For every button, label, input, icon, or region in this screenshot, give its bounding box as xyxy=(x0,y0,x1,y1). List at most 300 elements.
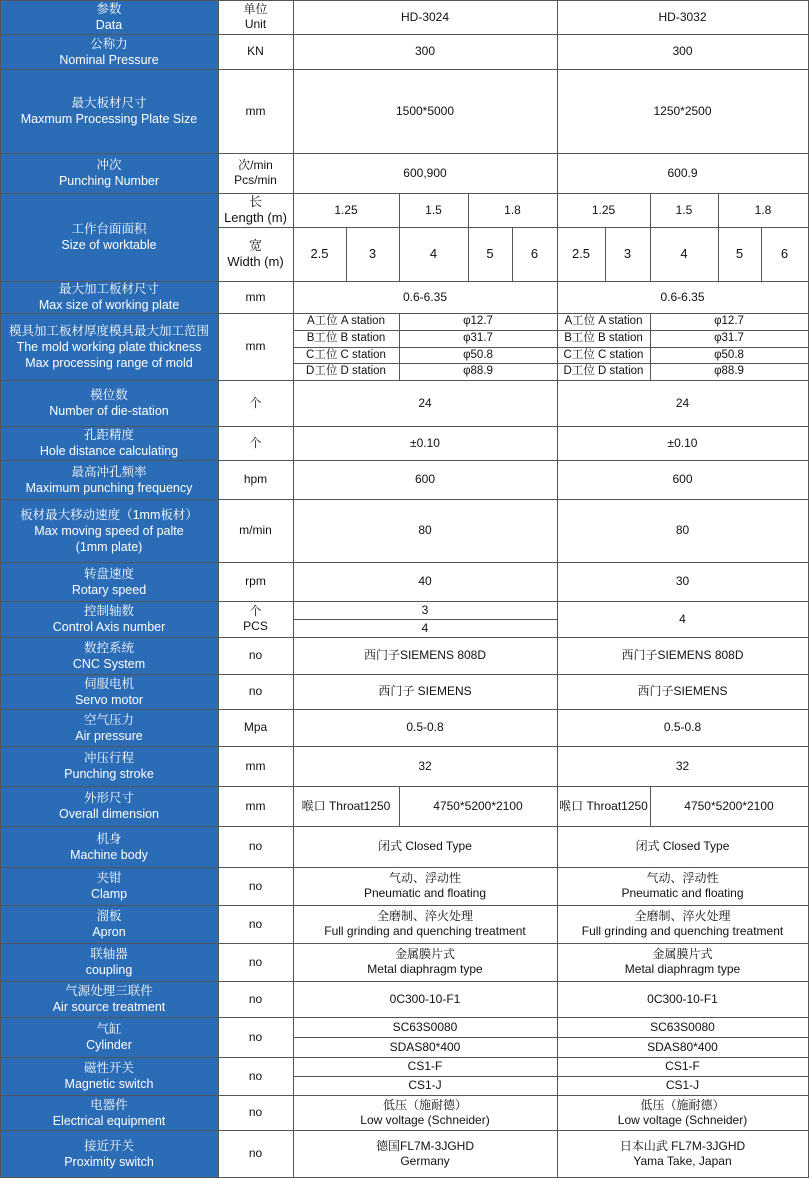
unit-text: 个 xyxy=(249,604,262,618)
value-air-source-2 xyxy=(557,981,808,1017)
label-en: Control Axis number xyxy=(52,620,166,634)
label-control-axis xyxy=(0,601,218,637)
station-value xyxy=(399,363,557,380)
value-text: 0C300-10-F1 xyxy=(647,991,718,1006)
station-value xyxy=(399,330,557,347)
unit-air-pressure xyxy=(218,709,293,746)
grid-line xyxy=(0,1095,809,1096)
grid-line xyxy=(218,0,219,1178)
value-text: Pneumatic and floating xyxy=(621,886,744,900)
value-text: Full grinding and quenching treatment xyxy=(581,924,784,938)
label-en: CNC System xyxy=(72,656,146,671)
label-en: Punching Number xyxy=(58,174,160,188)
unit-text: no xyxy=(248,1105,263,1119)
grid-line xyxy=(650,786,651,826)
label-moving-speed xyxy=(0,499,218,562)
unit-nominal-pressure xyxy=(218,34,293,69)
value-text: φ50.8 xyxy=(714,348,744,361)
label-en: coupling xyxy=(85,963,133,977)
value-text: Full grinding and quenching treatment xyxy=(324,924,526,938)
header-unit-en: Unit xyxy=(244,17,267,31)
value-electrical-2 xyxy=(557,1095,808,1130)
unit-text: no xyxy=(248,1068,263,1083)
unit-moving-speed xyxy=(218,499,293,562)
label-die-station xyxy=(0,380,218,426)
value-text: 日本山武 FL7M-3JGHD xyxy=(619,1138,746,1153)
header-param-en: Data xyxy=(95,18,123,32)
value-text: 600.9 xyxy=(667,165,698,180)
value-text: CS1-J xyxy=(665,1078,700,1092)
grid-line xyxy=(808,0,809,1178)
label-zh: 板材最大移动速度（1mm板材） xyxy=(20,507,198,522)
label-magnetic-switch xyxy=(0,1057,218,1095)
value-text: 2.5 xyxy=(310,246,329,261)
unit-text: 次/min xyxy=(238,158,273,172)
value-text: 1.8 xyxy=(754,202,772,217)
label-en: Servo motor xyxy=(74,692,144,707)
label-zh: 最高冲孔频率 xyxy=(71,464,147,479)
grid-line xyxy=(0,746,809,747)
unit-rotary-speed xyxy=(218,562,293,601)
label-zh: 接近开关 xyxy=(83,1138,134,1153)
value-text: 600 xyxy=(672,472,693,486)
value-electrical-1 xyxy=(293,1095,557,1130)
label-zh: 冲压行程 xyxy=(83,751,134,765)
header-param-zh: 参数 xyxy=(96,2,122,16)
label-en: Air source treatment xyxy=(52,1000,166,1014)
unit-text: no xyxy=(248,839,263,853)
width-value xyxy=(399,227,468,281)
label-zh: 模具加工板材厚度模具最大加工范围 xyxy=(8,323,209,338)
station-value xyxy=(650,313,808,330)
label-en: Apron xyxy=(92,925,126,939)
header-unit-cell xyxy=(218,0,293,34)
label-en: Max processing range of mold xyxy=(25,355,193,370)
label-zh: 工作台面面积 xyxy=(71,222,147,236)
value-text: 5 xyxy=(486,246,494,261)
label-en: Hole distance calculating xyxy=(39,444,179,458)
value-magnetic-1b xyxy=(293,1076,557,1095)
label-air-source xyxy=(0,981,218,1017)
label-dimension xyxy=(0,786,218,826)
grid-line xyxy=(0,0,809,1)
unit-length xyxy=(218,193,293,227)
value-cylinder-2a xyxy=(557,1017,808,1037)
grid-line xyxy=(557,0,558,1178)
label-en: Size of worktable xyxy=(61,238,157,252)
value-text: CS1-F xyxy=(665,1059,700,1073)
label-cylinder xyxy=(0,1017,218,1057)
label-en: Max moving speed of palte xyxy=(34,523,184,538)
grid-line xyxy=(0,1017,809,1018)
value-text: 0.6-6.35 xyxy=(660,289,705,304)
value-text: 气动、浮动性 xyxy=(388,871,461,885)
value-text: 3 xyxy=(623,246,632,261)
header-model-1 xyxy=(293,0,557,34)
label-en: Air pressure xyxy=(75,728,143,743)
label-zh: 磁性开关 xyxy=(83,1061,134,1075)
unit-text: hpm xyxy=(243,472,268,486)
value-text: 喉口 Throat1250 xyxy=(301,798,391,813)
label-machine-body xyxy=(0,826,218,867)
value-working-plate-2 xyxy=(557,281,808,313)
value-cylinder-1a xyxy=(293,1017,557,1037)
length-en: Length (m) xyxy=(224,210,287,225)
grid-line xyxy=(0,562,809,563)
label-en: Rotary speed xyxy=(71,582,147,597)
unit-text: no xyxy=(248,684,263,698)
value-text: Germany xyxy=(400,1153,450,1168)
value-text: φ12.7 xyxy=(463,315,493,327)
grid-line xyxy=(0,709,809,710)
label-en: Overall dimension xyxy=(58,807,160,821)
unit-text: mm xyxy=(245,339,266,353)
header-unit-zh: 单位 xyxy=(243,2,268,16)
label-zh: 数控系统 xyxy=(83,640,134,655)
unit-width xyxy=(218,227,293,281)
value-text: 3 xyxy=(421,602,429,617)
value-working-plate-1 xyxy=(293,281,557,313)
value-text: 4 xyxy=(679,611,686,626)
grid-line xyxy=(0,0,1,1178)
value-text: 4750*5200*2100 xyxy=(433,798,523,813)
value-text: 金属膜片式 xyxy=(394,947,455,961)
label-zh: 控制轴数 xyxy=(83,604,134,618)
value-text: 0.6-6.35 xyxy=(402,289,448,304)
label-zh: 空气压力 xyxy=(83,712,134,727)
label-zh: 机身 xyxy=(96,831,122,846)
label-stroke xyxy=(0,746,218,786)
value-text: 西门子SIEMENS 808D xyxy=(363,648,487,662)
model-1-label: HD-3024 xyxy=(400,9,450,24)
grid-line xyxy=(0,674,809,675)
length-value xyxy=(650,193,718,227)
value-text: 闭式 Closed Type xyxy=(635,839,730,853)
grid-line xyxy=(0,34,809,35)
label-rotary-speed xyxy=(0,562,218,601)
unit-die-station xyxy=(218,380,293,426)
value-punching-number-2 xyxy=(557,153,808,193)
unit-working-plate xyxy=(218,281,293,313)
unit-text: no xyxy=(248,648,263,662)
value-text: 全磨制、淬火处理 xyxy=(634,909,731,923)
value-text: CS1-J xyxy=(408,1078,442,1092)
station-value xyxy=(650,347,808,363)
label-zh: 最大板材尺寸 xyxy=(71,96,147,110)
value-die-station-1 xyxy=(293,380,557,426)
grid-line xyxy=(399,193,400,281)
grid-line xyxy=(0,943,809,944)
label-en: Maxmum Processing Plate Size xyxy=(20,112,198,126)
value-text: 1500*5000 xyxy=(395,103,455,118)
width-value xyxy=(761,227,808,281)
value-apron-1 xyxy=(293,905,557,943)
label-zh: 伺服电机 xyxy=(83,676,134,691)
value-size-1 xyxy=(399,786,557,826)
unit-plate-size xyxy=(218,69,293,153)
value-text: φ50.8 xyxy=(463,348,493,361)
value-rotary-speed-2 xyxy=(557,562,808,601)
station-value xyxy=(650,363,808,380)
width-value xyxy=(512,227,557,281)
value-text: 32 xyxy=(418,758,432,773)
value-text: C工位 C station xyxy=(306,348,386,361)
value-text: φ88.9 xyxy=(714,365,744,377)
unit-stroke xyxy=(218,746,293,786)
label-electrical xyxy=(0,1095,218,1130)
value-text: 4 xyxy=(680,246,688,261)
unit-text: mm xyxy=(245,758,266,773)
value-frequency-2 xyxy=(557,460,808,499)
value-machine-body-2 xyxy=(557,826,808,867)
value-machine-body-1 xyxy=(293,826,557,867)
unit-punching-number xyxy=(218,153,293,193)
unit-machine-body xyxy=(218,826,293,867)
value-air-pressure-1 xyxy=(293,709,557,746)
label-nominal-pressure xyxy=(0,34,218,69)
value-text: 24 xyxy=(418,395,432,410)
grid-line xyxy=(0,460,809,461)
label-zh: 气缸 xyxy=(96,1022,122,1036)
grid-line xyxy=(0,905,809,906)
value-text: 全磨制、淬火处理 xyxy=(376,909,473,923)
value-control-axis-1a xyxy=(293,601,557,619)
label-en: The mold working plate thickness xyxy=(16,339,202,354)
label-clamp xyxy=(0,867,218,905)
value-text: 西门子 SIEMENS xyxy=(378,684,472,698)
width-value xyxy=(293,227,346,281)
label-proximity xyxy=(0,1130,218,1177)
value-text: D工位 D station xyxy=(563,365,644,377)
length-zh: 长 xyxy=(248,194,262,209)
unit-text: Pcs/min xyxy=(234,173,277,187)
value-die-station-2 xyxy=(557,380,808,426)
value-magnetic-1a xyxy=(293,1057,557,1076)
value-text: 4 xyxy=(429,246,438,261)
value-control-axis-1b xyxy=(293,619,557,637)
value-cnc-2 xyxy=(557,637,808,674)
grid-line xyxy=(718,193,719,281)
station-name xyxy=(293,330,399,347)
label-en: Max size of working plate xyxy=(38,298,180,312)
grid-line xyxy=(0,601,809,602)
value-text: 金属膜片式 xyxy=(652,947,713,961)
label-zh: 外形尺寸 xyxy=(83,791,134,805)
value-text: ±0.10 xyxy=(667,435,698,450)
value-text: 80 xyxy=(418,523,432,537)
value-text: SDAS80*400 xyxy=(389,1039,461,1054)
width-value xyxy=(346,227,399,281)
value-text: 1.5 xyxy=(675,202,693,217)
width-value xyxy=(605,227,650,281)
grid-line xyxy=(293,0,294,1178)
value-text: 600 xyxy=(414,472,436,486)
value-text: 30 xyxy=(675,574,690,588)
unit-cylinder xyxy=(218,1017,293,1057)
value-air-source-1 xyxy=(293,981,557,1017)
label-zh: 冲次 xyxy=(96,158,122,172)
unit-coupling xyxy=(218,943,293,981)
grid-line xyxy=(0,1130,809,1131)
unit-control-axis xyxy=(218,601,293,637)
unit-hole-distance xyxy=(218,426,293,460)
value-text: C工位 C station xyxy=(563,348,644,361)
value-text: 80 xyxy=(675,523,690,537)
grid-line xyxy=(0,867,809,868)
unit-electrical xyxy=(218,1095,293,1130)
unit-text: 个 xyxy=(249,395,262,410)
label-zh: 气源处理三联件 xyxy=(65,984,153,998)
unit-air-source xyxy=(218,981,293,1017)
grid-line xyxy=(0,281,809,282)
value-servo-2 xyxy=(557,674,808,709)
value-text: Metal diaphragm type xyxy=(624,962,741,976)
unit-text: no xyxy=(248,991,263,1006)
station-name xyxy=(557,330,650,347)
unit-magnetic-switch xyxy=(218,1057,293,1095)
label-frequency xyxy=(0,460,218,499)
unit-servo xyxy=(218,674,293,709)
unit-proximity xyxy=(218,1130,293,1177)
value-text: CS1-F xyxy=(407,1059,443,1073)
model-2-label: HD-3032 xyxy=(658,9,707,24)
value-throat-2 xyxy=(557,786,650,826)
value-coupling-1 xyxy=(293,943,557,981)
grid-line xyxy=(0,193,809,194)
value-text: 1.8 xyxy=(504,202,521,217)
label-working-plate xyxy=(0,281,218,313)
unit-text: Mpa xyxy=(243,720,268,734)
length-value xyxy=(557,193,650,227)
label-en: Punching stroke xyxy=(64,767,154,781)
value-proximity-1 xyxy=(293,1130,557,1177)
grid-line xyxy=(0,1057,809,1058)
value-hole-distance-2 xyxy=(557,426,808,460)
length-value xyxy=(293,193,399,227)
grid-line xyxy=(0,826,809,827)
value-text: 西门子SIEMENS xyxy=(637,684,728,698)
label-zh: 最大加工板材尺寸 xyxy=(58,282,159,296)
grid-line xyxy=(605,227,606,281)
label-coupling xyxy=(0,943,218,981)
station-name xyxy=(557,313,650,330)
label-en: (1mm plate) xyxy=(75,539,143,554)
value-plate-size-1 xyxy=(293,69,557,153)
value-text: 低压（施耐德） xyxy=(382,1097,467,1112)
value-magnetic-2a xyxy=(557,1057,808,1076)
value-stroke-1 xyxy=(293,746,557,786)
grid-line xyxy=(0,499,809,500)
value-text: 3 xyxy=(368,246,377,261)
width-value xyxy=(650,227,718,281)
station-name xyxy=(293,347,399,363)
value-text: Low voltage (Schneider) xyxy=(360,1112,490,1127)
grid-line xyxy=(0,426,809,427)
grid-line xyxy=(399,786,400,826)
grid-line xyxy=(0,380,809,381)
label-en: Maximum punching frequency xyxy=(25,480,193,495)
value-clamp-2 xyxy=(557,867,808,905)
label-zh: 夹钳 xyxy=(96,871,122,885)
unit-text: no xyxy=(248,1146,263,1160)
label-en: Number of die-station xyxy=(49,404,169,418)
grid-line xyxy=(346,227,347,281)
value-text: 1.25 xyxy=(591,202,616,217)
station-name xyxy=(557,363,650,380)
grid-line xyxy=(293,347,809,348)
value-cylinder-1b xyxy=(293,1037,557,1057)
grid-line xyxy=(0,69,809,70)
label-zh: 电器件 xyxy=(90,1097,128,1112)
grid-line xyxy=(218,227,809,228)
width-en: Width (m) xyxy=(227,254,284,269)
station-name xyxy=(293,313,399,330)
grid-line xyxy=(761,227,762,281)
value-text: 1250*2500 xyxy=(653,103,712,118)
grid-line xyxy=(0,1177,809,1178)
value-text: Pneumatic and floating xyxy=(363,886,487,900)
label-en: Machine body xyxy=(70,847,148,862)
value-cnc-1 xyxy=(293,637,557,674)
length-value xyxy=(468,193,557,227)
value-text: φ31.7 xyxy=(463,332,493,344)
value-text: 40 xyxy=(418,574,432,588)
station-value xyxy=(399,347,557,363)
value-text: A工位 A station xyxy=(307,315,385,327)
value-plate-size-2 xyxy=(557,69,808,153)
grid-line xyxy=(650,193,651,281)
grid-line xyxy=(293,1076,809,1077)
unit-text: mm xyxy=(245,289,266,304)
header-model-2 xyxy=(557,0,808,34)
value-text: SC63S0080 xyxy=(392,1019,458,1034)
value-text: 1.5 xyxy=(425,202,442,217)
width-value xyxy=(468,227,512,281)
grid-line xyxy=(0,786,809,787)
label-en: Proximity switch xyxy=(64,1154,154,1169)
value-text: ±0.10 xyxy=(410,435,440,450)
unit-text: no xyxy=(248,878,263,893)
value-rotary-speed-1 xyxy=(293,562,557,601)
value-text: A工位 A station xyxy=(564,315,643,327)
label-hole-distance xyxy=(0,426,218,460)
label-zh: 公称力 xyxy=(90,36,128,51)
value-text: 4750*5200*2100 xyxy=(684,798,774,813)
unit-text: no xyxy=(248,916,263,931)
unit-text: rpm xyxy=(245,574,266,588)
label-zh: 转盘速度 xyxy=(83,566,134,581)
grid-line xyxy=(0,313,809,314)
grid-line xyxy=(0,981,809,982)
value-text: 4 xyxy=(421,620,429,635)
value-text: Low voltage (Schneider) xyxy=(617,1112,748,1127)
value-text: 0.5-0.8 xyxy=(663,720,702,734)
grid-line xyxy=(0,637,809,638)
value-text: 6 xyxy=(780,246,789,261)
value-text: 6 xyxy=(530,246,539,261)
unit-mold xyxy=(218,313,293,380)
value-air-pressure-2 xyxy=(557,709,808,746)
label-servo xyxy=(0,674,218,709)
value-text: Yama Take, Japan xyxy=(633,1153,732,1168)
value-text: φ88.9 xyxy=(463,365,493,377)
value-text: 低压（施耐德） xyxy=(640,1097,725,1112)
label-mold xyxy=(0,313,218,380)
value-proximity-2 xyxy=(557,1130,808,1177)
value-stroke-2 xyxy=(557,746,808,786)
value-text: φ12.7 xyxy=(714,315,744,327)
value-hole-distance-1 xyxy=(293,426,557,460)
